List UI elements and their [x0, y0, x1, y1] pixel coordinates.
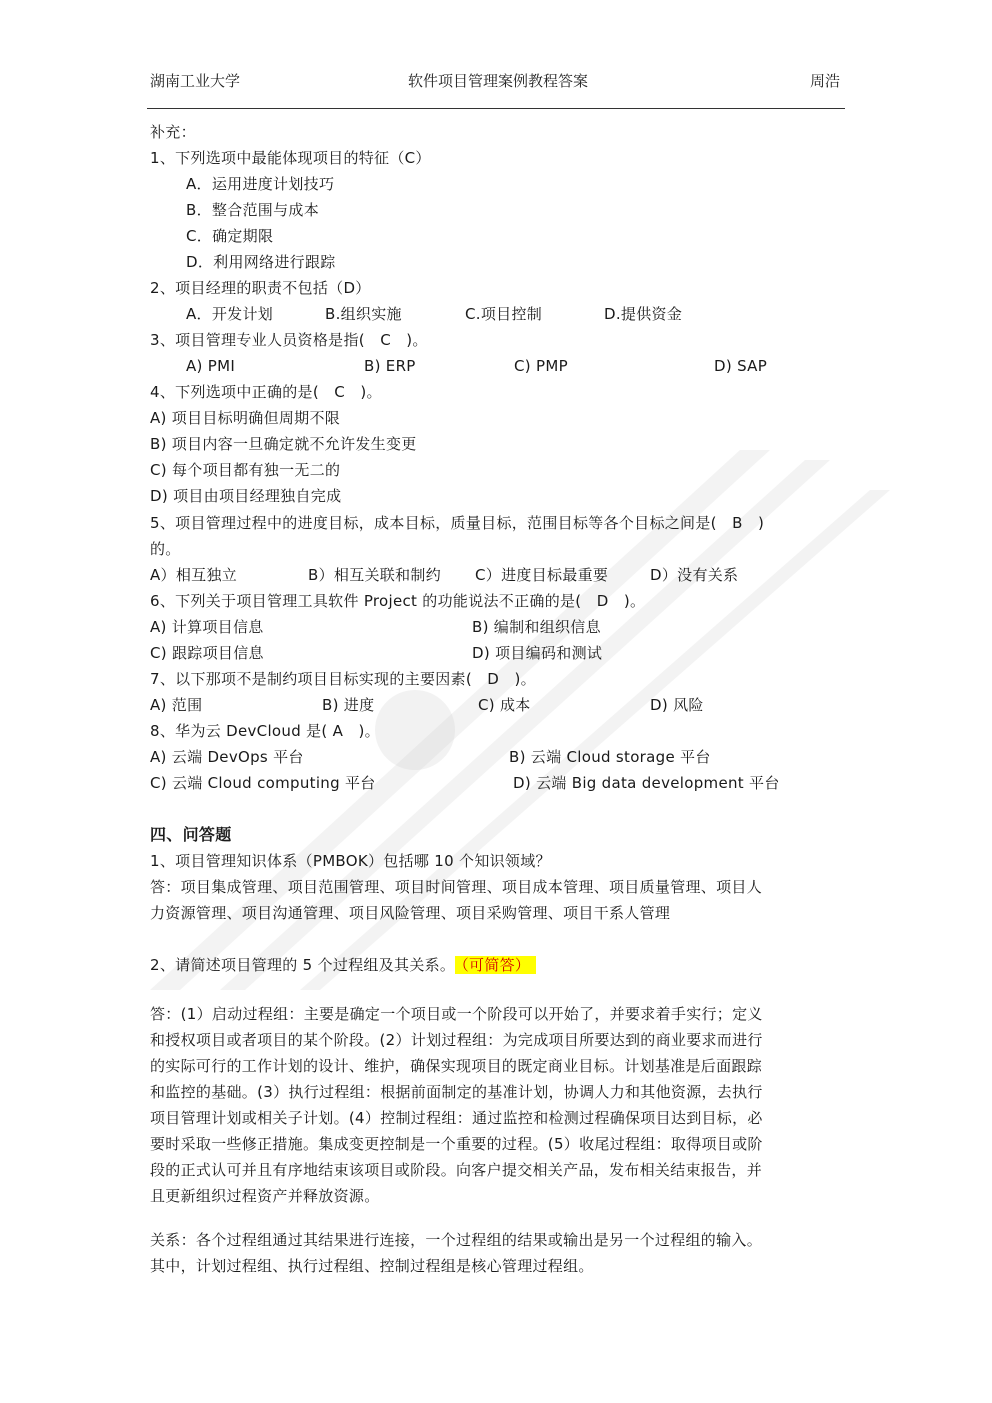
q8-option-a: A) 云端 DevOps 平台	[150, 748, 304, 766]
q2-option-b: B.组织实施	[325, 305, 402, 323]
qa2-question-text: 2、请简述项目管理的 5 个过程组及其关系。	[150, 956, 456, 974]
qa2-relation-line1: 关系：各个过程组通过其结果进行连接，一个过程组的结果或输出是另一个过程组的输入。	[150, 1231, 763, 1249]
q1-option-a: A．运用进度计划技巧	[186, 175, 335, 193]
q6-option-c: C) 跟踪项目信息	[150, 644, 264, 662]
q5-option-c: C）进度目标最重要	[475, 566, 609, 584]
qa2-relation-line2: 其中，计划过程组、执行过程组、控制过程组是核心管理过程组。	[150, 1257, 594, 1275]
q8-option-c: C) 云端 Cloud computing 平台	[150, 774, 376, 792]
q7-option-b: B) 进度	[322, 696, 375, 714]
q4-option-d: D) 项目由项目经理独自完成	[150, 487, 342, 505]
q2-option-c: C.项目控制	[465, 305, 543, 323]
qa2-highlight-tag: （可简答）	[455, 956, 536, 974]
q4-option-b: B) 项目内容一旦确定就不允许发生变更	[150, 435, 417, 453]
q1-option-d: D．利用网络进行跟踪	[186, 253, 336, 271]
q6-option-a: A) 计算项目信息	[150, 618, 264, 636]
qa2-answer-line7: 段的正式认可并且有序地结束该项目或阶段。向客户提交相关产品，发布相关结束报告，并	[150, 1161, 763, 1179]
q5-stem: 5、项目管理过程中的进度目标，成本目标，质量目标，范围目标等各个目标之间是( B )	[150, 514, 765, 532]
q7-option-a: A) 范围	[150, 696, 203, 714]
q3-option-b: B) ERP	[364, 357, 416, 375]
qa1-answer-line1: 答：项目集成管理、项目范围管理、项目时间管理、项目成本管理、项目质量管理、项目人	[150, 878, 763, 896]
q6-option-b: B) 编制和组织信息	[472, 618, 601, 636]
header-left: 湖南工业大学	[150, 72, 241, 90]
q4-stem: 4、下列选项中正确的是( C )。	[150, 383, 382, 401]
q7-stem: 7、以下那项不是制约项目目标实现的主要因素( D )。	[150, 670, 536, 688]
q6-stem: 6、下列关于项目管理工具软件 Project 的功能说法不正确的是( D )。	[150, 592, 646, 610]
qa2-answer-line8: 且更新组织过程资产并释放资源。	[150, 1187, 380, 1205]
q3-option-a: A) PMI	[186, 357, 236, 375]
header-center: 软件项目管理案例教程答案	[408, 72, 589, 90]
qa2-question	[150, 954, 536, 976]
qa2-answer-line3: 的实际可行的工作计划的设计、维护，确保实现项目的既定商业目标。计划基准是后面跟踪	[150, 1057, 763, 1075]
qa2-answer-line1: 答：(1）启动过程组：主要是确定一个项目或一个阶段可以开始了，并要求着手实行；定义	[150, 1005, 763, 1023]
supplement-title: 补充：	[150, 123, 196, 141]
q4-option-c: C) 每个项目都有独一无二的	[150, 461, 341, 479]
q8-option-b: B) 云端 Cloud storage 平台	[509, 748, 711, 766]
q5-option-a: A）相互独立	[150, 566, 238, 584]
q1-option-b: B．整合范围与成本	[186, 201, 319, 219]
q3-option-c: C) PMP	[514, 357, 568, 375]
q2-option-d: D.提供资金	[604, 305, 683, 323]
q2-stem: 2、项目经理的职责不包括（D）	[150, 279, 371, 297]
q2-option-a: A．开发计划	[186, 305, 274, 323]
q7-option-c: C) 成本	[478, 696, 531, 714]
header-right: 周浩	[809, 72, 840, 90]
q5-stem-cont: 的。	[150, 540, 181, 558]
qa2-answer-line2: 和授权项目或者项目的某个阶段。(2）计划过程组：为完成项目所要达到的商业要求而进行	[150, 1031, 763, 1049]
section4-title: 四、问答题	[150, 825, 232, 844]
qa2-answer-line5: 项目管理计划或相关子计划。(4）控制过程组：通过监控和检测过程确保项目达到目标，必	[150, 1109, 763, 1127]
q1-option-c: C．确定期限	[186, 227, 274, 245]
q4-option-a: A) 项目目标明确但周期不限	[150, 409, 341, 427]
q3-stem: 3、项目管理专业人员资格是指( C )。	[150, 331, 428, 349]
qa2-answer-line6: 要时采取一些修正措施。集成变更控制是一个重要的过程。(5）收尾过程组：取得项目或阶	[150, 1135, 763, 1153]
qa1-answer-line2: 力资源管理、项目沟通管理、项目风险管理、项目采购管理、项目干系人管理	[150, 904, 671, 922]
q8-stem: 8、华为云 DevCloud 是( A )。	[150, 722, 380, 740]
q8-option-d: D) 云端 Big data development 平台	[513, 774, 780, 792]
q3-option-d: D) SAP	[714, 357, 768, 375]
qa2-answer-line4: 和监控的基础。(3）执行过程组：根据前面制定的基准计划，协调人力和其他资源，去执行	[150, 1083, 763, 1101]
qa1-question: 1、项目管理知识体系（PMBOK）包括哪 10 个知识领域？	[150, 852, 551, 870]
q5-option-b: B）相互关联和制约	[308, 566, 441, 584]
page-header	[150, 70, 842, 96]
q1-stem: 1、下列选项中最能体现项目的特征（C）	[150, 149, 431, 167]
q7-option-d: D) 风险	[650, 696, 704, 714]
header-rule	[147, 108, 845, 109]
q5-option-d: D）没有关系	[650, 566, 739, 584]
q6-option-d: D) 项目编码和测试	[472, 644, 603, 662]
